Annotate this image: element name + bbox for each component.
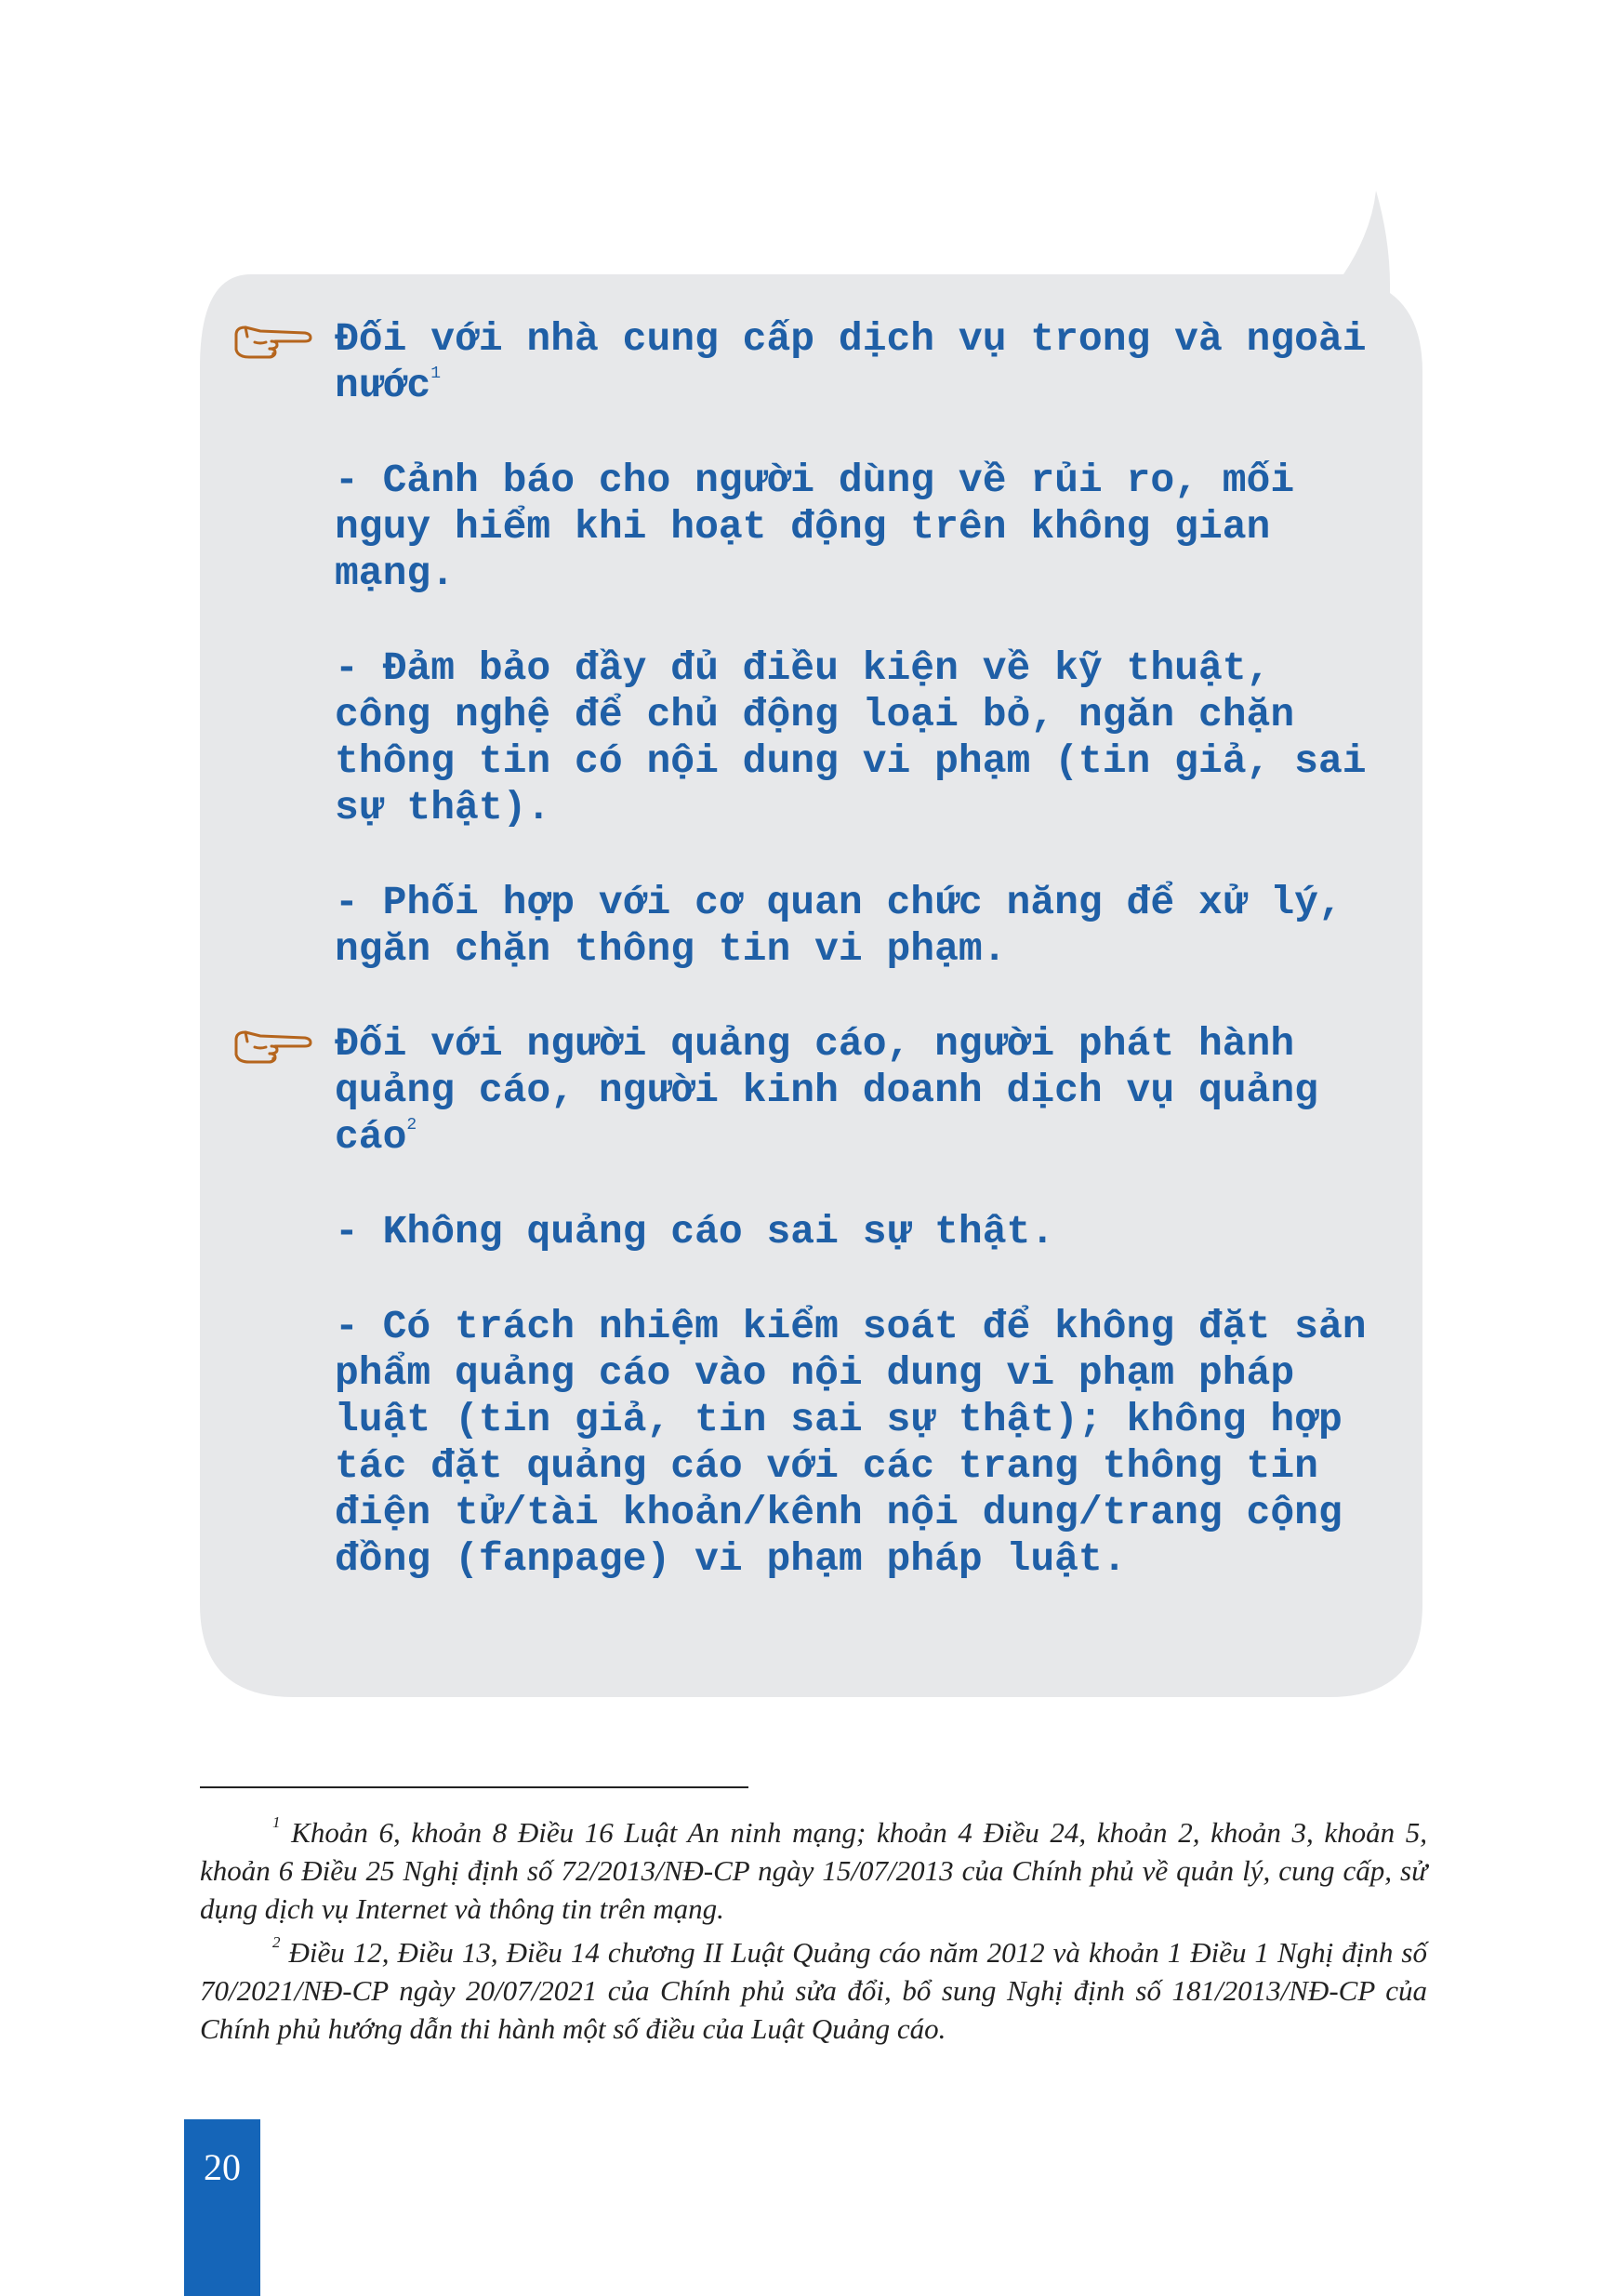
footnote-number: 1 [272,1813,281,1831]
pointing-hand-icon [232,322,312,361]
pointing-hand-icon [232,1027,312,1066]
footnote-1 [200,1813,1427,1928]
footnotes [200,1813,1427,2053]
footnote-text: Khoản 6, khoản 8 Điều 16 Luật An ninh mạng; khoản 4 Điều 24, khoản 2, khoản 3, khoản 5, khoản 6 Điều 25 Nghị định số 72/2013/NĐ-CP ngày 15/07/2013 của Chính phủ về quản lý, cung cấp, sử dụng dịch vụ Internet và thông tin trên mạng. [200,1816,1428,1925]
footnote-text: Điều 12, Điều 13, Điều 14 chương II Luật Quảng cáo năm 2012 và khoản 1 Điều 1 Nghị định số 70/2021/NĐ-CP ngày 20/07/2021 của Chính phủ sửa đổi, bổ sung Nghị định số 181/2013/NĐ-CP của Chính phủ hướng dẫn thi hành một số điều của Luật Quảng cáo. [200,1936,1427,2045]
page-number-tab [184,2119,260,2296]
section-2-item: - Không quảng cáo sai sự thật. [335,1209,1055,1254]
section-1-item: - Đảm bảo đầy đủ điều kiện về kỹ thuật, công nghệ để chủ động loại bỏ, ngăn chặn thông tin có nội dung vi phạm (tin giả, sai sự thật). [335,645,1367,830]
bubble-content [232,316,1385,1631]
footnote-ref-1: 1 [430,365,442,383]
footnote-number: 2 [272,1933,281,1951]
section-1-item: - Cảnh báo cho người dùng về rủi ro, mối nguy hiểm khi hoạt động trên không gian mạng. [335,458,1295,596]
section-1-item: - Phối hợp với cơ quan chức năng để xử lý, ngăn chặn thông tin vi phạm. [335,880,1343,972]
footnote-2 [200,1933,1427,2048]
section-1-heading [232,316,1385,409]
footnote-ref-2: 2 [406,1116,417,1135]
section-2-heading-text: Đối với người quảng cáo, người phát hành quảng cáo, người kinh doanh dịch vụ quảng cáo [335,1021,1318,1160]
page-number: 20 [204,2146,241,2188]
footnote-divider [200,1786,748,1788]
section-1-heading-text: Đối với nhà cung cấp dịch vụ trong và ngoài nước [335,316,1367,408]
section-2-heading [232,1021,1385,1161]
section-2-item: - Có trách nhiệm kiểm soát để không đặt sản phẩm quảng cáo vào nội dung vi phạm pháp luật (tin giả, tin sai sự thật); không hợp tác đặt quảng cáo với các trang thông tin điện tử/tài khoản/kênh nội dung/trang cộng đồng (fanpage) vi phạm pháp luật. [335,1304,1367,1582]
